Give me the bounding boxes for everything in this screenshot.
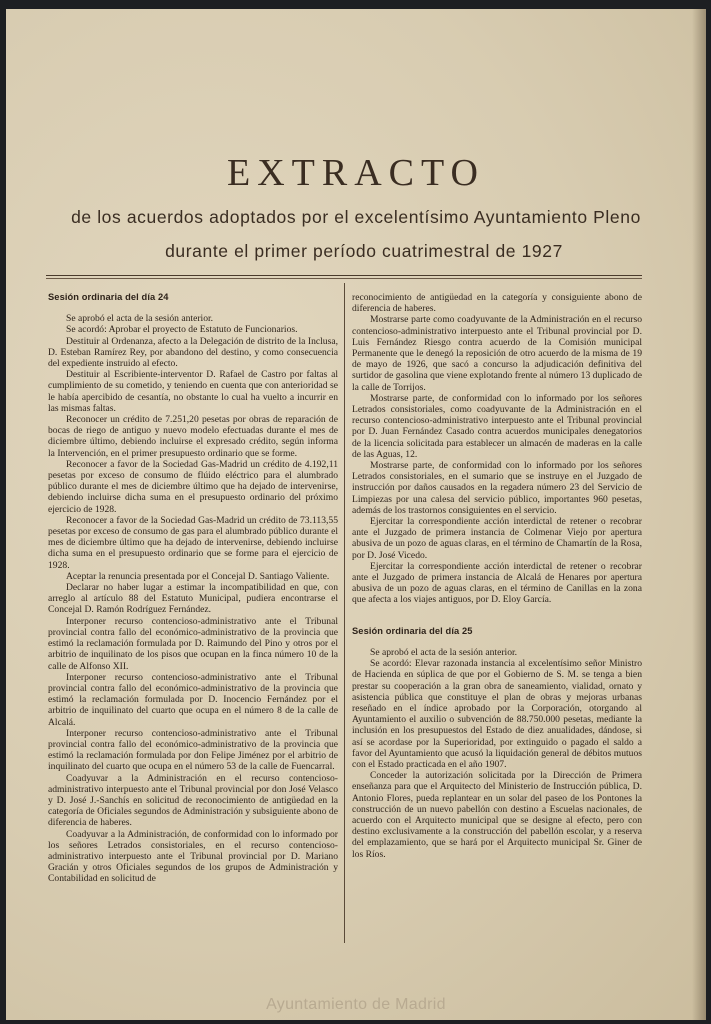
paragraph: Se aprobó el acta de la sesión anterior. [370,646,518,658]
paragraph: Se acordó: Elevar razonada instancia al excelentísimo señor Ministro de Hacienda en súplica de que por el Gobierno de S. M. se tenga a bien prestar su cooperación a la gran obra de saneamiento, vialidad, ornato y asistencia pública que constituye el plan de obras y mejoras urbanas reseñado en el índice aprobado por la Corporación, otorgando al Ayuntamiento el auxilio o subvención de 88.750.000 pesetas, mediante la inclusión en los presupuestos del Estado de diez anualidades, dándose, si así se acordase por la Superioridad, por extinguido o pagado el saldo a favor del Ayuntamiento que acusó la liquidación general de débitos mutuos con el Estado practicada en el año 1907. [352,658,642,770]
paragraph: Reconocer a favor de la Sociedad Gas-Madrid un crédito de 4.192,11 pesetas por exceso de consumo de flúido eléctrico para el alumbrado público durante el mes de diciembre último que ha dejado de intervenirse, debiendo incluirse dicha suma en el presupuesto ordinario del próximo ejercicio de 1928. [48,458,338,515]
header-divider [46,275,642,276]
paragraph: Interponer recurso contencioso-administrativo ante el Tribunal provincial contra fallo del económico-administrativo de la provincia que estimó la reclamación formulada por D. Inocencio Fernández por el arbitrio de inquilinato del cuarto que ocupa en el número 8 de la calle de Alcalá. [48,671,338,728]
paragraph: Destituir al Ordenanza, afecto a la Delegación de distrito de la Inclusa, D. Esteban Ramírez Rey, por abandono del destino, y como consecuencia del expediente instruido al efecto. [48,335,338,370]
session-heading: Sesión ordinaria del día 24 [48,292,169,302]
column-divider [344,283,345,943]
left-column [48,292,338,885]
paragraph: reconocimiento de antigüedad en la categoría y consiguiente abono de diferencia de haberes. [352,292,642,315]
paragraph: Mostrarse parte, de conformidad con lo informado por los señores Letrados consistoriales, en el sumario que se instruye en el Juzgado de instrucción por daños causados en la regadera número 23 del Servicio de Limpiezas por una calesa del servicio público, importantes 960 pesetas, además de los trastornos consiguientes en el servicio. [352,460,642,516]
paragraph: Ejercitar la correspondiente acción interdictal de retener o recobrar ante el Juzgado de primera instancia de Colmenar Viejo por apertura abusiva de un pozo de aguas claras, en el término de Chamartín de la Rosa, por D. José Vicedo. [352,516,642,561]
paragraph: Se acordó: Aprobar el proyecto de Estatuto de Funcionarios. [66,324,298,336]
paragraph: Reconocer a favor de la Sociedad Gas-Madrid un crédito de 73.113,55 pesetas por exceso de consumo de gas para el alumbrado público durante el mes de diciembre último que ha dejado de intervenirse, debiendo incluirse dicha suma en el presupuesto ordinario que se forme para el ejercicio de 1928. [48,514,338,571]
paragraph: Interponer recurso contencioso-administrativo ante el Tribunal provincial contra fallo del económico-administrativo de la provincia que estimó la reclamación formulada por don Felipe Jiménez por el arbitrio de inquilinato del cuarto que ocupa en el número 53 de la calle de Fuencarral. [48,727,338,773]
paragraph: Conceder la autorización solicitada por la Dirección de Primera enseñanza para que el Arquitecto del Ministerio de Instrucción pública, D. Antonio Flores, pueda replantear en un solar del paseo de los Pontones la construcción de un nuevo pabellón con destino a Escuelas nacionales, de acuerdo con el Arquitecto municipal que se designe al efecto, pero con destino exclusivamente a la construcción del pabellón escolar, y a reserva del emplazamiento, que se hará por el Arquitecto municipal Sr. Giner de los Ríos. [352,770,642,860]
paragraph: Mostrarse parte como coadyuvante de la Administración en el recurso contencioso-administrativo interpuesto ante el Tribunal provincial por D. Luis Fernández Riesgo contra acuerdo de la Comisión municipal Permanente que le denegó la reposición de otro acuerdo de la misma de 19 de mayo de 1926, que sacó a concurso la adjudicación definitiva del surtidor de gasolina que viene explotando frente al número 13 duplicado de la calle de Torrijos. [352,314,642,393]
paragraph: Ejercitar la correspondiente acción interdictal de retener o recobrar ante el Juzgado de primera instancia de Alcalá de Henares por apertura abusiva de un pozo de aguas claras, en el término de Canillas en la zona que afecta a los viajes antiguos, por D. Eloy García. [352,560,642,606]
paragraph: Coadyuvar a la Administración en el recurso contencioso-administrativo interpuesto ante el Tribunal provincial por don José Velasco y D. José J.-Sanchís en solicitud de reconocimiento de antigüedad en la categoría de Oficiales segundos de Administración y subsiguiente abono de diferencia de haberes. [48,772,338,829]
paragraph: Interponer recurso contencioso-administrativo ante el Tribunal provincial contra fallo del económico-administrativo de la provincia que estimó la reclamación formulada por D. Raimundo del Pino y otros por el arbitrio de inquilinato de los pisos que ocupan en la finca número 10 de la calle de Alfonso XII. [48,615,338,672]
paragraph: Se aprobó el acta de la sesión anterior. [66,313,214,325]
document-subtitle-line1: de los acuerdos adoptados por el excelentísimo Ayuntamiento Pleno [71,207,641,227]
paragraph: Mostrarse parte, de conformidad con lo informado por los señores Letrados consistoriales, como coadyuvante de la Administración en el recurso contencioso-administrativo interpuesto ante el Tribunal provincial por D. Juan Fernández Casado contra acuerdos municipales denegatorios de la licencia solicitada para establecer un almacén de maderas en la calle de las Aguas, 12. [352,392,642,460]
right-column [352,292,642,860]
document-page [6,9,706,1020]
paragraph: Coadyuvar a la Administración, de conformidad con lo informado por los señores Letrados consistoriales, en el recurso contencioso-administrativo interpuesto ante el Tribunal provincial por D. Mariano Gracián y otros Oficiales segundos de los grupos de Administración y Contabilidad en solicitud de [48,828,338,885]
paragraph: Declarar no haber lugar a estimar la incompatibilidad en que, con arreglo al artículo 88 del Estatuto Municipal, pudiera encontrarse el Concejal D. Ramón Rodríguez Fernández. [48,582,338,616]
paragraph: Aceptar la renuncia presentada por el Concejal D. Santiago Valiente. [66,570,330,582]
document-subtitle-line2: durante el primer período cuatrimestral de 1927 [165,241,563,261]
session-25-section [352,626,642,860]
document-title: EXTRACTO [227,152,485,194]
watermark: Ayuntamiento de Madrid [266,996,446,1013]
header-divider-thin [46,278,642,279]
session-heading: Sesión ordinaria del día 25 [352,625,473,636]
paragraph: Destituir al Escribiente-interventor D. Rafael de Castro por faltas al cumplimiento de su cometido, y teniendo en cuenta que con anterioridad se le había apercibido de cesantía, no obstante lo cual ha vuelto a incurrir en las mismas faltas. [48,369,338,414]
paragraph: Reconocer un crédito de 7.251,20 pesetas por obras de reparación de bocas de riego de antiguo y nuevo modelo efectuadas durante el mes de diciembre último, debiendo incluirse el expresado crédito, según informa la Intervención, en el primer presupuesto ordinario que se forme. [48,414,338,459]
